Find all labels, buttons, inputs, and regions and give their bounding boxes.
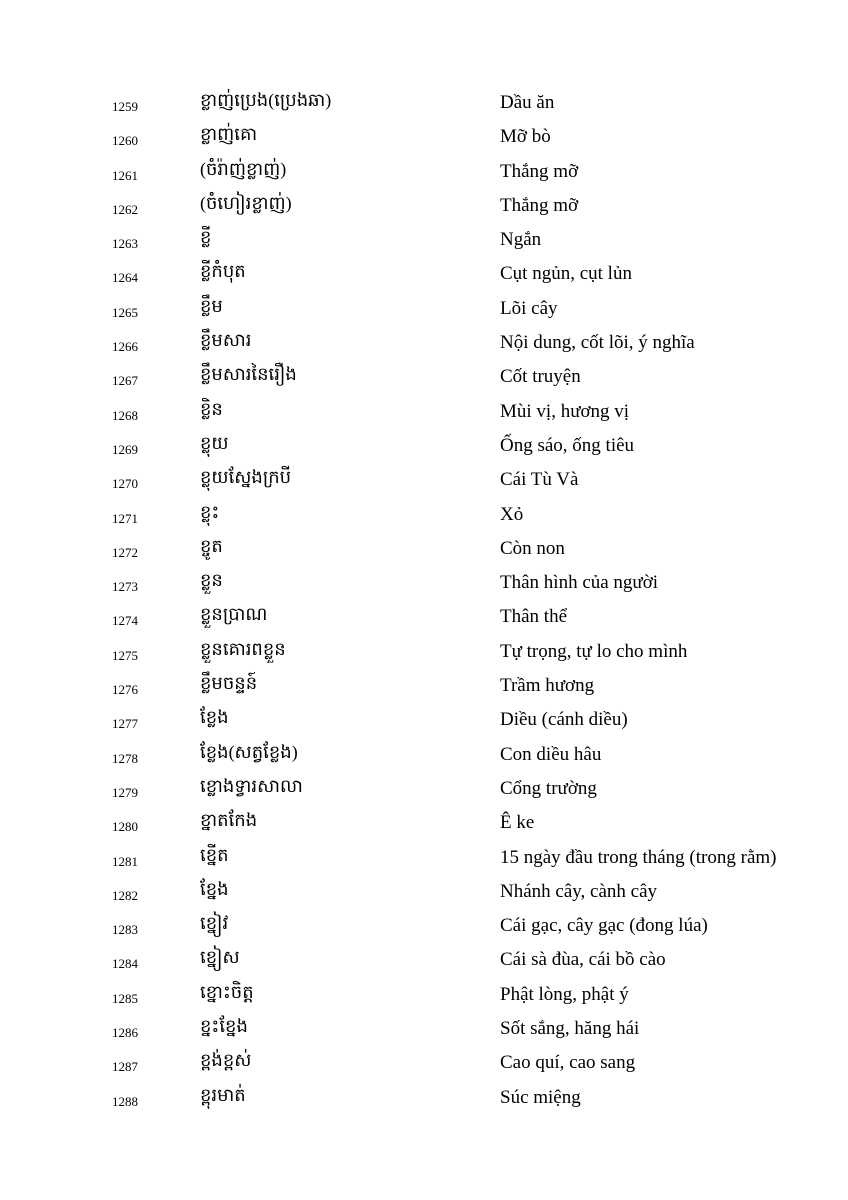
- entry-number: 1268: [112, 407, 138, 423]
- khmer-term: (ចំហៀរខ្លាញ់): [200, 192, 292, 213]
- khmer-term: ខ្លួនគោរពខ្លួន: [200, 638, 286, 659]
- list-item: [0, 190, 848, 224]
- khmer-term: ខ្លែង(សត្វខ្លែង): [200, 741, 298, 762]
- list-item: [0, 156, 848, 190]
- khmer-term: ខ្លែង: [200, 707, 229, 728]
- entry-number: 1275: [112, 647, 138, 663]
- list-item: [0, 704, 848, 738]
- vietnamese-translation: Ê ke: [500, 812, 535, 834]
- khmer-term: ខ្នៀស: [200, 947, 240, 968]
- vocabulary-list: [0, 87, 848, 1116]
- entry-number: 1263: [112, 236, 138, 252]
- list-item: [0, 601, 848, 635]
- vietnamese-translation: Cụt ngủn, cụt lủn: [500, 263, 632, 285]
- vietnamese-translation: Lõi cây: [500, 297, 558, 319]
- khmer-term: ខ្លឹមសារ: [200, 330, 252, 351]
- entry-number: 1261: [112, 167, 138, 183]
- entry-number: 1278: [112, 750, 138, 766]
- list-item: [0, 773, 848, 807]
- vietnamese-translation: Cốt truyện: [500, 366, 581, 388]
- vietnamese-translation: Trầm hương: [500, 675, 595, 697]
- khmer-term: ខ្ពង់ខ្ពស់: [200, 1050, 252, 1071]
- vietnamese-translation: Sốt sắng, hăng hái: [500, 1018, 640, 1040]
- entry-number: 1279: [112, 784, 138, 800]
- list-item: [0, 361, 848, 395]
- khmer-term: ខ្លាញ់ប្រេង(ប្រេងឆា): [200, 90, 332, 110]
- vietnamese-translation: Cao quí, cao sang: [500, 1052, 636, 1074]
- vietnamese-translation: 15 ngày đầu trong tháng (trong rằm): [500, 846, 777, 868]
- entry-number: 1284: [112, 956, 138, 972]
- khmer-term: ខ្នែង: [200, 878, 229, 899]
- entry-number: 1272: [112, 544, 138, 560]
- entry-number: 1281: [112, 853, 138, 869]
- list-item: [0, 910, 848, 944]
- khmer-term: ខ្លួន: [200, 570, 223, 591]
- vietnamese-translation: Còn non: [500, 537, 565, 559]
- entry-number: 1273: [112, 579, 138, 595]
- list-item: [0, 567, 848, 601]
- vietnamese-translation: Súc miệng: [500, 1086, 581, 1108]
- khmer-term: ខ្លាញ់គោ: [200, 124, 258, 145]
- list-item: [0, 1013, 848, 1047]
- list-item: [0, 430, 848, 464]
- vietnamese-translation: Ngắn: [500, 229, 542, 251]
- vietnamese-translation: Mỡ bò: [500, 126, 551, 148]
- khmer-term: (ចំរ៉ាញ់ខ្លាញ់): [200, 158, 287, 179]
- khmer-term: ខ្ចូត: [200, 535, 223, 556]
- entry-number: 1262: [112, 201, 138, 217]
- entry-number: 1259: [112, 99, 138, 114]
- khmer-term: ខ្លុយ: [200, 432, 229, 453]
- entry-number: 1280: [112, 819, 138, 835]
- vietnamese-translation: Nhánh cây, cành cây: [500, 880, 658, 902]
- list-item: [0, 842, 848, 876]
- entry-number: 1288: [112, 1093, 138, 1109]
- entry-number: 1266: [112, 339, 138, 355]
- vietnamese-translation: Con diều hâu: [500, 743, 602, 765]
- list-item: [0, 739, 848, 773]
- khmer-term: ខ្លី: [200, 227, 212, 248]
- khmer-term: ខ្លុយស្នែងក្របី: [200, 467, 292, 488]
- vietnamese-translation: Dầu ăn: [500, 92, 555, 113]
- list-item: [0, 636, 848, 670]
- list-item: [0, 1047, 848, 1081]
- list-item: [0, 1082, 848, 1116]
- vietnamese-translation: Thắng mỡ: [500, 194, 579, 216]
- khmer-term: ខ្នៀវ: [200, 913, 229, 934]
- vietnamese-translation: Thắng mỡ: [500, 160, 579, 182]
- vietnamese-translation: Xỏ: [500, 503, 524, 525]
- list-item: [0, 979, 848, 1013]
- vietnamese-translation: Thân hình của người: [500, 572, 659, 594]
- entry-number: 1287: [112, 1059, 138, 1075]
- khmer-term: ខ្នើត: [200, 844, 229, 865]
- list-item: [0, 670, 848, 704]
- entry-number: 1271: [112, 510, 138, 526]
- list-item: [0, 258, 848, 292]
- entry-number: 1283: [112, 922, 138, 938]
- list-item: [0, 533, 848, 567]
- vietnamese-translation: Cái sà đùa, cái bồ cào: [500, 949, 666, 971]
- list-item: [0, 224, 848, 258]
- list-item: [0, 396, 848, 430]
- khmer-term: ខ្លឹមចន្ទន៍: [200, 673, 258, 694]
- vietnamese-translation: Cổng trường: [500, 777, 597, 799]
- vietnamese-translation: Thân thể: [500, 606, 568, 628]
- khmer-term: ខ្លីកំបុត: [200, 261, 246, 282]
- entry-number: 1282: [112, 887, 138, 903]
- khmer-term: ខ្នាតកែង: [200, 810, 258, 831]
- khmer-term: ខ្នោះចិត្ត: [200, 981, 254, 1002]
- list-item: [0, 327, 848, 361]
- list-item: [0, 464, 848, 498]
- list-item: [0, 87, 848, 121]
- khmer-term: ខ្លោងទ្វារសាលា: [200, 775, 303, 796]
- vietnamese-translation: Ống sáo, ống tiêu: [500, 434, 635, 456]
- entry-number: 1260: [112, 133, 138, 149]
- khmer-term: ខ្ពុរមាត់: [200, 1084, 246, 1105]
- entry-number: 1276: [112, 682, 138, 698]
- entry-number: 1265: [112, 304, 138, 320]
- vietnamese-translation: Diều (cánh diều): [500, 709, 628, 731]
- entry-number: 1269: [112, 441, 138, 457]
- entry-number: 1264: [112, 270, 138, 286]
- entry-number: 1277: [112, 716, 138, 732]
- vietnamese-translation: Phật lòng, phật ý: [500, 983, 629, 1005]
- khmer-term: ខ្នះខ្នែង: [200, 1016, 248, 1037]
- list-item: [0, 807, 848, 841]
- list-item: [0, 293, 848, 327]
- vietnamese-translation: Nội dung, cốt lõi, ý nghĩa: [500, 332, 695, 354]
- vietnamese-translation: Cái gạc, cây gạc (đong lúa): [500, 915, 708, 937]
- khmer-term: ខ្លួនប្រាណ: [200, 604, 268, 625]
- khmer-term: ខ្លិន: [200, 398, 223, 419]
- list-item: [0, 121, 848, 155]
- entry-number: 1285: [112, 990, 138, 1006]
- khmer-term: ខ្លុះ: [200, 501, 220, 522]
- vietnamese-translation: Tự trọng, tự lo cho mình: [500, 640, 688, 662]
- entry-number: 1286: [112, 1025, 138, 1041]
- vietnamese-translation: Cái Tù Và: [500, 469, 579, 491]
- list-item: [0, 499, 848, 533]
- list-item: [0, 876, 848, 910]
- khmer-term: ខ្លឹម: [200, 295, 223, 316]
- khmer-term: ខ្លឹមសារនៃរឿង: [200, 364, 297, 385]
- vietnamese-translation: Mùi vị, hương vị: [500, 400, 630, 422]
- list-item: [0, 944, 848, 978]
- entry-number: 1267: [112, 373, 138, 389]
- entry-number: 1274: [112, 613, 138, 629]
- entry-number: 1270: [112, 476, 138, 492]
